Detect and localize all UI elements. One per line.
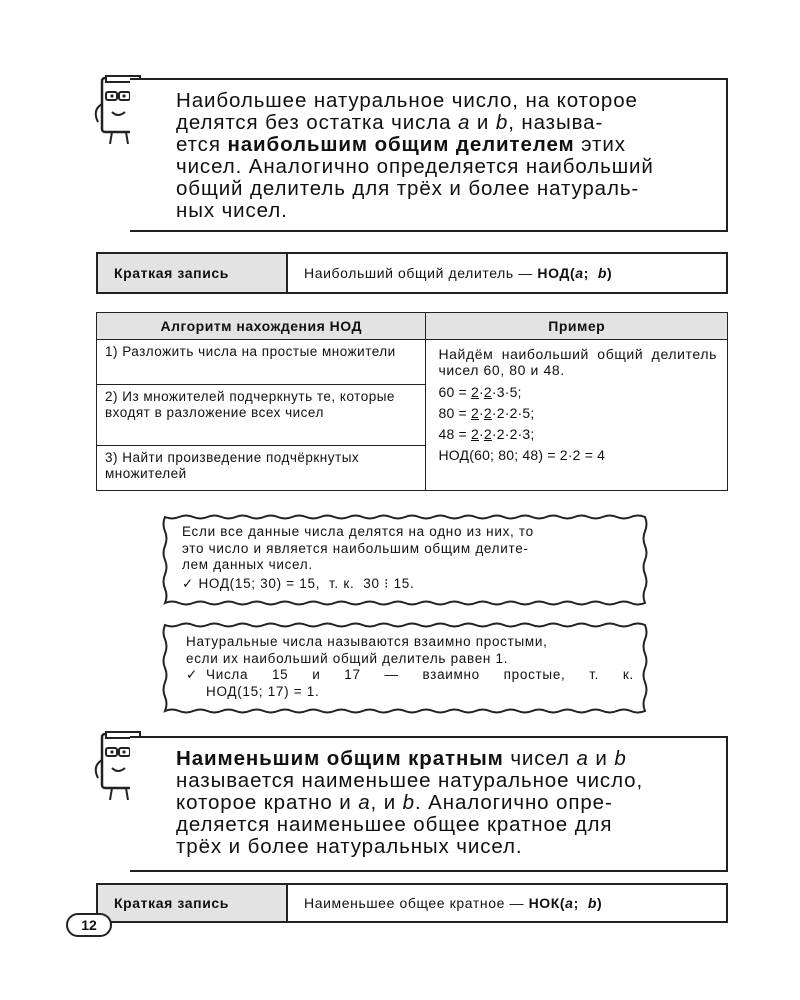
checkmark-icon: ✓: [186, 667, 199, 682]
gcd-notation: НОД(a; b): [537, 265, 613, 281]
lcm-line: называется наименьшее натуральное число,: [176, 769, 644, 792]
example-result: НОД(60; 80; 48) = 2·2 = 4: [438, 447, 606, 463]
note-line: если их наибольший общий делитель равен 1.: [186, 650, 509, 666]
algorithm-step: 1) Разложить числа на простые множители: [97, 340, 426, 385]
lcm-line: Наименьшим общим кратным чисел a и b: [176, 747, 627, 770]
gcd-line: общий делитель для трёх и более натураль-: [176, 177, 640, 200]
note-example: ✓ Числа 15 и 17 — взаимно простые, т. к. НОД(15; 17) = 1.: [186, 667, 634, 699]
checkmark-icon: ✓: [182, 575, 195, 591]
gcd-definition-text: [176, 90, 704, 222]
algorithm-step: 3) Найти произведение подчёркнутых множителей: [97, 446, 426, 491]
lcm-short-record: [96, 883, 728, 923]
short-record-value: Наибольший общий делитель — НОД(a; b): [304, 265, 613, 281]
lcm-notation: НОК(a; b): [528, 895, 603, 911]
note-line: лем данных чисел.: [182, 557, 313, 572]
short-record-label: Краткая запись: [98, 885, 288, 921]
lcm-definition-box: [130, 736, 728, 872]
gcd-line: ных чисел.: [176, 199, 288, 222]
example-line: 48 = 2·2·2·2·3;: [438, 426, 535, 442]
gcd-algorithm-table: [96, 312, 728, 491]
note-line: Если все данные числа делятся на одно из них, то: [182, 524, 534, 539]
lcm-line: деляется наименьшее общее кратное для: [176, 813, 613, 836]
gcd-line: ется наибольшим общим делителем этих: [176, 133, 626, 156]
note-line: Натуральные числа называются взаимно простыми,: [186, 634, 548, 649]
note-example: ✓ НОД(15; 30) = 15, т. к. 30 ⁝ 15.: [182, 575, 415, 591]
example-line: 60 = 2·2·3·5;: [438, 384, 522, 400]
note-line: это число и является наибольшим общим делите-: [182, 540, 529, 556]
note-same-divisor: [182, 524, 634, 592]
note-coprime: [186, 634, 634, 700]
gcd-line: делятся без остатка числа a и b, называ-: [176, 111, 604, 134]
lcm-definition-text: [176, 748, 704, 858]
page-number: 12: [66, 913, 112, 937]
example-header: Пример: [426, 313, 728, 340]
gcd-line: чисел. Аналогично определяется наибольший: [176, 155, 654, 178]
example-cell: [426, 340, 728, 491]
gcd-line: Наибольшее натуральное число, на которое: [176, 89, 638, 112]
short-record-label: Краткая запись: [98, 254, 288, 292]
short-record-value: Наименьшее общее кратное — НОК(a; b): [304, 895, 603, 911]
algorithm-step: 2) Из множителей подчеркнуть те, которые входят в разложение всех чисел: [97, 385, 426, 446]
example-intro: Найдём наибольший общий делитель чисел 60, 80 и 48.: [438, 346, 717, 378]
gcd-definition-box: [130, 78, 728, 232]
lcm-line: которое кратно и a, и b. Аналогично опре-: [176, 791, 613, 814]
gcd-short-record: [96, 252, 728, 294]
algorithm-header: Алгоритм нахождения НОД: [97, 313, 426, 340]
lcm-line: трёх и более натуральных чисел.: [176, 835, 523, 858]
example-line: 80 = 2·2·2·2·5;: [438, 405, 535, 421]
